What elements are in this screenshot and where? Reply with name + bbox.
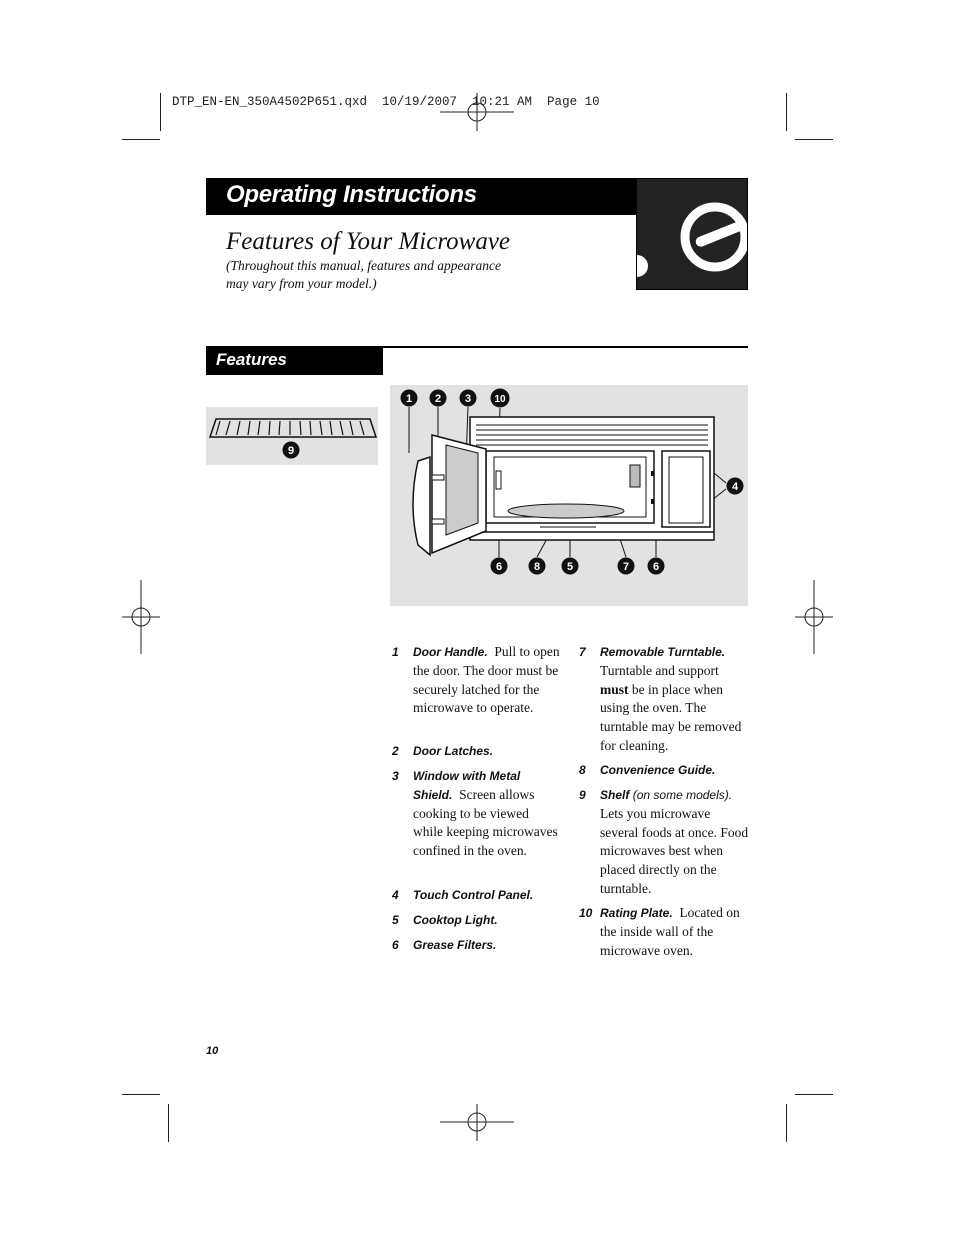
feature-item-5: 5 Cooktop Light.: [392, 913, 498, 927]
page-subtitle: Features of Your Microwave: [226, 228, 511, 255]
microwave-diagram: [390, 385, 748, 606]
features-heading: Features: [216, 350, 287, 369]
model-note: (Throughout this manual, features and appearance may vary from your model.): [226, 258, 501, 291]
feature-item-8: 8 Convenience Guide.: [579, 763, 716, 777]
features-heading-bar: [206, 347, 383, 375]
title-rule: [206, 214, 636, 215]
callout-10: 10: [494, 394, 506, 405]
shelf-illustration: [206, 407, 378, 465]
feature-item-4: 4 Touch Control Panel.: [392, 888, 534, 902]
callout-8: 8: [533, 561, 541, 573]
callout-5: 5: [566, 561, 574, 573]
callout-3: 3: [464, 393, 472, 405]
callout-1: 1: [405, 393, 413, 405]
callout-7: 7: [622, 561, 630, 573]
callout-6b: 6: [652, 561, 660, 573]
callout-4: 4: [731, 481, 739, 493]
callout-9: 9: [287, 445, 295, 457]
page-title: Operating Instructions: [226, 181, 477, 208]
feature-item-9: 9 Shelf (on some models). Lets you microwave several foods at once. Food microwaves best when placed directly on the turntable.: [579, 788, 749, 896]
feature-item-6: 6 Grease Filters.: [392, 938, 497, 952]
feature-item-1: 1 Door Handle. Pull to open the door. The door must be securely latched for the microwave to operate.: [392, 644, 560, 716]
print-slug: DTP_EN-EN_350A4502P651.qxd 10/19/2007 10:21 AM Page 10: [172, 95, 600, 109]
page-number: 10: [206, 1045, 219, 1057]
feature-item-7: 7 Removable Turntable. Turntable and support must be in place when using the oven. The turntable may be removed for cleaning.: [579, 645, 742, 753]
feature-item-3: 3 Window with Metal Shield. Screen allows cooking to be viewed while keeping microwaves confined in the oven.: [392, 769, 558, 859]
callout-6a: 6: [495, 561, 503, 573]
callout-2: 2: [434, 393, 442, 405]
section-title-bar: [206, 178, 638, 215]
feature-item-10: 10 Rating Plate. Located on the inside wall of the microwave oven.: [579, 905, 740, 958]
feature-item-2: 2 Door Latches.: [392, 744, 494, 758]
dial-icon: [636, 178, 748, 290]
